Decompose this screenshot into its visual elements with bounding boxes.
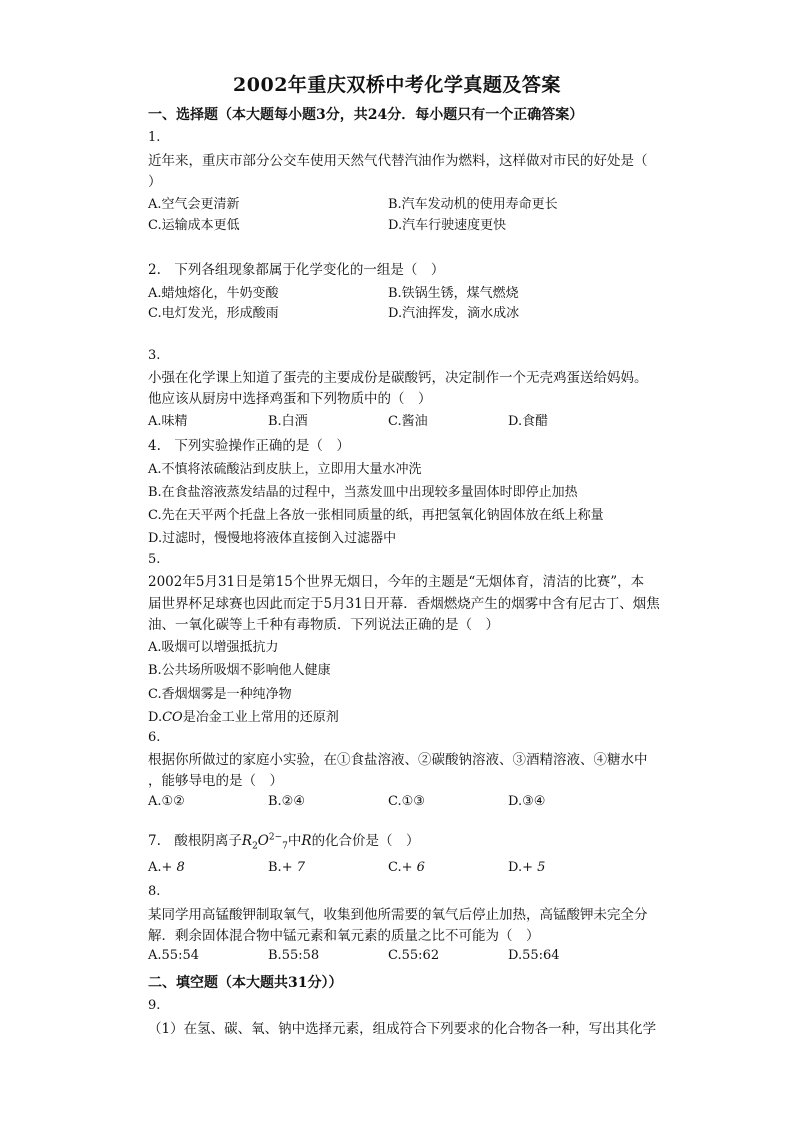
option-a: A.蜡烛熔化，牛奶变酸 bbox=[148, 286, 279, 301]
option-c bbox=[388, 948, 439, 963]
question-text: 解．剩余固体混合物中锰元素和氧元素的质量之比不可能为（ ） bbox=[148, 928, 540, 944]
option-b bbox=[268, 948, 319, 963]
question-text: 某同学用高锰酸钾制取氧气，收集到他所需要的氧气后停止加热，高锰酸钾未完全分 bbox=[148, 907, 648, 923]
option-c: C.电灯发光，形成酸雨 bbox=[148, 306, 279, 321]
formula-symbol: O bbox=[257, 833, 269, 849]
option-a: A.①② bbox=[148, 794, 185, 809]
option-d: D.食醋 bbox=[508, 414, 549, 429]
day-value: 31 bbox=[345, 596, 363, 612]
option-value: + 7 bbox=[281, 860, 305, 875]
text-fragment: 7. 酸根阴离子 bbox=[148, 833, 242, 849]
option-value: + 5 bbox=[522, 860, 546, 875]
option-d bbox=[148, 706, 339, 725]
question-text: 2. 下列各组现象都属于化学变化的一组是（ ） bbox=[148, 262, 445, 278]
option-d: D.汽油挥发，滴水成冰 bbox=[388, 306, 520, 321]
formula-co: CO bbox=[162, 710, 183, 725]
question-number: 8. bbox=[148, 884, 161, 899]
option-c: C.运输成本更低 bbox=[148, 218, 240, 233]
option-value: 55:58 bbox=[281, 948, 320, 963]
question-number: 1. bbox=[148, 130, 161, 145]
option-c: C.酱油 bbox=[388, 414, 428, 429]
page-title: 2002年重庆双桥中考化学真题及答案 bbox=[233, 74, 561, 96]
option-label: D. bbox=[508, 860, 523, 875]
option-a bbox=[148, 948, 199, 963]
option-c: C.香烟烟雾是一种纯净物 bbox=[148, 687, 292, 702]
option-value: 55:62 bbox=[401, 948, 440, 963]
question-text bbox=[148, 829, 420, 852]
option-label: A. bbox=[148, 860, 162, 875]
question-text: （1）在氢、碳、氧、钠中选择元素，组成符合下列要求的化合物各一种，写出其化学 bbox=[148, 1021, 657, 1037]
section-heading-choice: 一、选择题（本大题每小题3分，共24分．每小题只有一个正确答案） bbox=[148, 107, 584, 123]
question-text: ） bbox=[148, 174, 162, 190]
question-number: 5. bbox=[148, 552, 161, 567]
question-text: 根据你所做过的家庭小实验，在①食盐溶液、②碳酸钠溶液、③酒精溶液、④糖水中 bbox=[148, 752, 648, 768]
option-d: D.汽车行驶速度更快 bbox=[388, 218, 507, 233]
question-number: 3. bbox=[148, 348, 161, 363]
text-fragment: 月 bbox=[332, 596, 346, 612]
option-d: D.过滤时，慢慢地将液体直接倒入过滤器中 bbox=[148, 531, 397, 546]
formula-symbol: R bbox=[301, 833, 312, 849]
question-text bbox=[148, 570, 644, 590]
question-text: 近年来，重庆市部分公交车使用天然气代替汽油作为燃料，这样做对市民的好处是（ bbox=[148, 153, 648, 169]
option-label: C. bbox=[388, 860, 402, 875]
option-value: 55:64 bbox=[522, 948, 560, 963]
section-heading-fill: 二、填空题（本大题共31分）） bbox=[148, 975, 343, 991]
question-text: 小强在化学课上知道了蛋壳的主要成份是碳酸钙，决定制作一个无壳鸡蛋送给妈妈。 bbox=[148, 370, 648, 386]
option-c: C.①③ bbox=[388, 794, 425, 809]
option-label: D. bbox=[148, 710, 163, 725]
text-fragment: 年 bbox=[182, 574, 196, 590]
question-number: 9. bbox=[148, 998, 161, 1013]
question-number: 6. bbox=[148, 730, 161, 745]
text-fragment: 日是第 bbox=[235, 574, 276, 590]
option-c: C.先在天平两个托盘上各放一张相同质量的纸，再把氢氧化钠固体放在纸上称量 bbox=[148, 508, 604, 523]
question-text bbox=[148, 592, 660, 612]
option-a bbox=[148, 860, 185, 875]
month-value: 5 bbox=[195, 574, 205, 590]
text-fragment: 的化合价是（ ） bbox=[311, 833, 420, 849]
option-label: C. bbox=[388, 948, 402, 963]
formula-superscript: 2− bbox=[268, 832, 283, 843]
option-b: B.汽车发动机的使用寿命更长 bbox=[388, 197, 558, 212]
option-a: A.味精 bbox=[148, 414, 188, 429]
option-d bbox=[508, 948, 560, 963]
text-fragment: 月 bbox=[204, 574, 218, 590]
text-fragment: 是冶金工业上常用的还原剂 bbox=[182, 710, 339, 725]
option-a: A.不慎将浓硫酸沾到皮肤上，立即用大量水冲洗 bbox=[148, 462, 422, 477]
text-fragment: 届世界杯足球赛也因此而定于 bbox=[148, 596, 324, 612]
option-b: B.②④ bbox=[268, 794, 305, 809]
question-text: 他应该从厨房中选择鸡蛋和下列物质中的（ ） bbox=[148, 391, 432, 407]
question-text: 4. 下列实验操作正确的是（ ） bbox=[148, 438, 350, 454]
option-d bbox=[508, 860, 545, 875]
option-label: A. bbox=[148, 948, 162, 963]
month-value: 5 bbox=[323, 596, 333, 612]
option-b: B.白酒 bbox=[268, 414, 308, 429]
option-c bbox=[388, 860, 425, 875]
year-value: 2002 bbox=[148, 574, 183, 590]
option-b: B.在食盐溶液蒸发结晶的过程中，当蒸发皿中出现较多量固体时即停止加热 bbox=[148, 485, 578, 500]
text-fragment: 个世界无烟日，今年的主题是“无烟体育，清洁的比赛”，本 bbox=[292, 574, 645, 590]
formula-subscript: 2 bbox=[252, 841, 258, 852]
option-value: 55:54 bbox=[161, 948, 199, 963]
option-label: B. bbox=[268, 860, 282, 875]
day-value: 31 bbox=[217, 574, 236, 590]
formula-subscript: 7 bbox=[282, 841, 288, 852]
option-value: + 6 bbox=[401, 860, 425, 875]
text-fragment: 中 bbox=[287, 833, 302, 849]
option-a: A.空气会更清新 bbox=[148, 197, 240, 212]
formula-symbol: R bbox=[241, 833, 253, 849]
text-fragment: 日开幕．香烟燃烧产生的烟雾中含有尼古丁、烟焦 bbox=[362, 596, 660, 612]
option-a: A.吸烟可以增强抵抗力 bbox=[148, 640, 279, 655]
question-text: ，能够导电的是（ ） bbox=[148, 773, 283, 789]
option-b bbox=[268, 860, 305, 875]
option-b: B.公共场所吸烟不影响他人健康 bbox=[148, 663, 331, 678]
option-label: D. bbox=[508, 948, 523, 963]
option-label: B. bbox=[268, 948, 282, 963]
option-b: B.铁锅生锈，煤气燃烧 bbox=[388, 286, 519, 301]
ordinal-value: 15 bbox=[275, 574, 293, 590]
option-d: D.③④ bbox=[508, 794, 546, 809]
question-text: 油、一氧化碳等上千种有毒物质．下列说法正确的是（ ） bbox=[148, 617, 499, 633]
option-value: + 8 bbox=[161, 860, 185, 875]
